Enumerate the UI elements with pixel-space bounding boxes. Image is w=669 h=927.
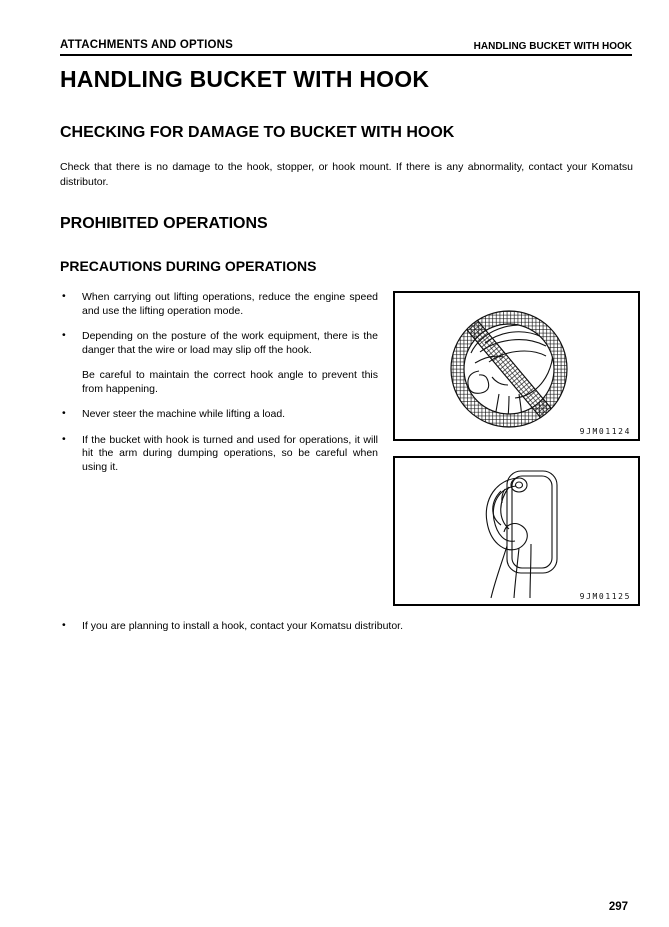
closing-note: [60, 620, 633, 634]
bullet-marker: •: [62, 329, 66, 341]
header-section-title: HANDLING BUCKET WITH HOOK: [473, 41, 632, 52]
list-item: [60, 330, 378, 396]
figure-column: [393, 291, 640, 621]
figure-prohibited-lifting: [393, 291, 640, 441]
heading-precautions-during-operations: PRECAUTIONS DURING OPERATIONS: [60, 258, 317, 274]
list-item-text: Never steer the machine while lifting a load.: [82, 408, 286, 420]
closing-note-text: If you are planning to install a hook, contact your Komatsu distributor.: [82, 620, 404, 632]
heading-prohibited-operations: PROHIBITED OPERATIONS: [60, 215, 268, 232]
list-item-text: When carrying out lifting operations, reduce the engine speed and use the lifting operation mode.: [82, 291, 378, 317]
checking-body-paragraph: Check that there is no damage to the hook, stopper, or hook mount. If there is any abnormality, contact your Komatsu distributor.: [60, 161, 633, 188]
bullet-marker: •: [62, 432, 66, 445]
list-item-subparagraph: Be careful to maintain the correct hook angle to prevent this from happening.: [82, 369, 378, 395]
header-chapter-title: ATTACHMENTS AND OPTIONS: [60, 39, 234, 51]
list-item-text: Depending on the posture of the work equipment, there is the danger that the wire or load may slip off the hook.: [82, 330, 378, 356]
bullet-marker: •: [62, 407, 66, 419]
bullet-marker: •: [62, 619, 66, 631]
bullet-marker: •: [62, 290, 66, 302]
heading-checking-for-damage: CHECKING FOR DAMAGE TO BUCKET WITH HOOK: [60, 124, 455, 141]
list-item: [60, 291, 378, 318]
no-lifting-illustration-icon: [395, 293, 638, 439]
figure-caption: 9JM01124: [579, 427, 631, 436]
figure-hook-with-sling: [393, 456, 640, 606]
page-number: 297: [608, 901, 628, 913]
header-rule: [60, 54, 632, 56]
precautions-bullet-list: [60, 291, 378, 486]
hook-sling-illustration-icon: [395, 458, 638, 604]
figure-caption: 9JM01125: [579, 592, 631, 601]
list-item: [60, 434, 378, 475]
list-item: [60, 408, 378, 422]
page-title: HANDLING BUCKET WITH HOOK: [60, 66, 430, 92]
list-item-text: If the bucket with hook is turned and used for operations, it will hit the arm during dumping operations, so be careful when using it.: [82, 433, 378, 473]
